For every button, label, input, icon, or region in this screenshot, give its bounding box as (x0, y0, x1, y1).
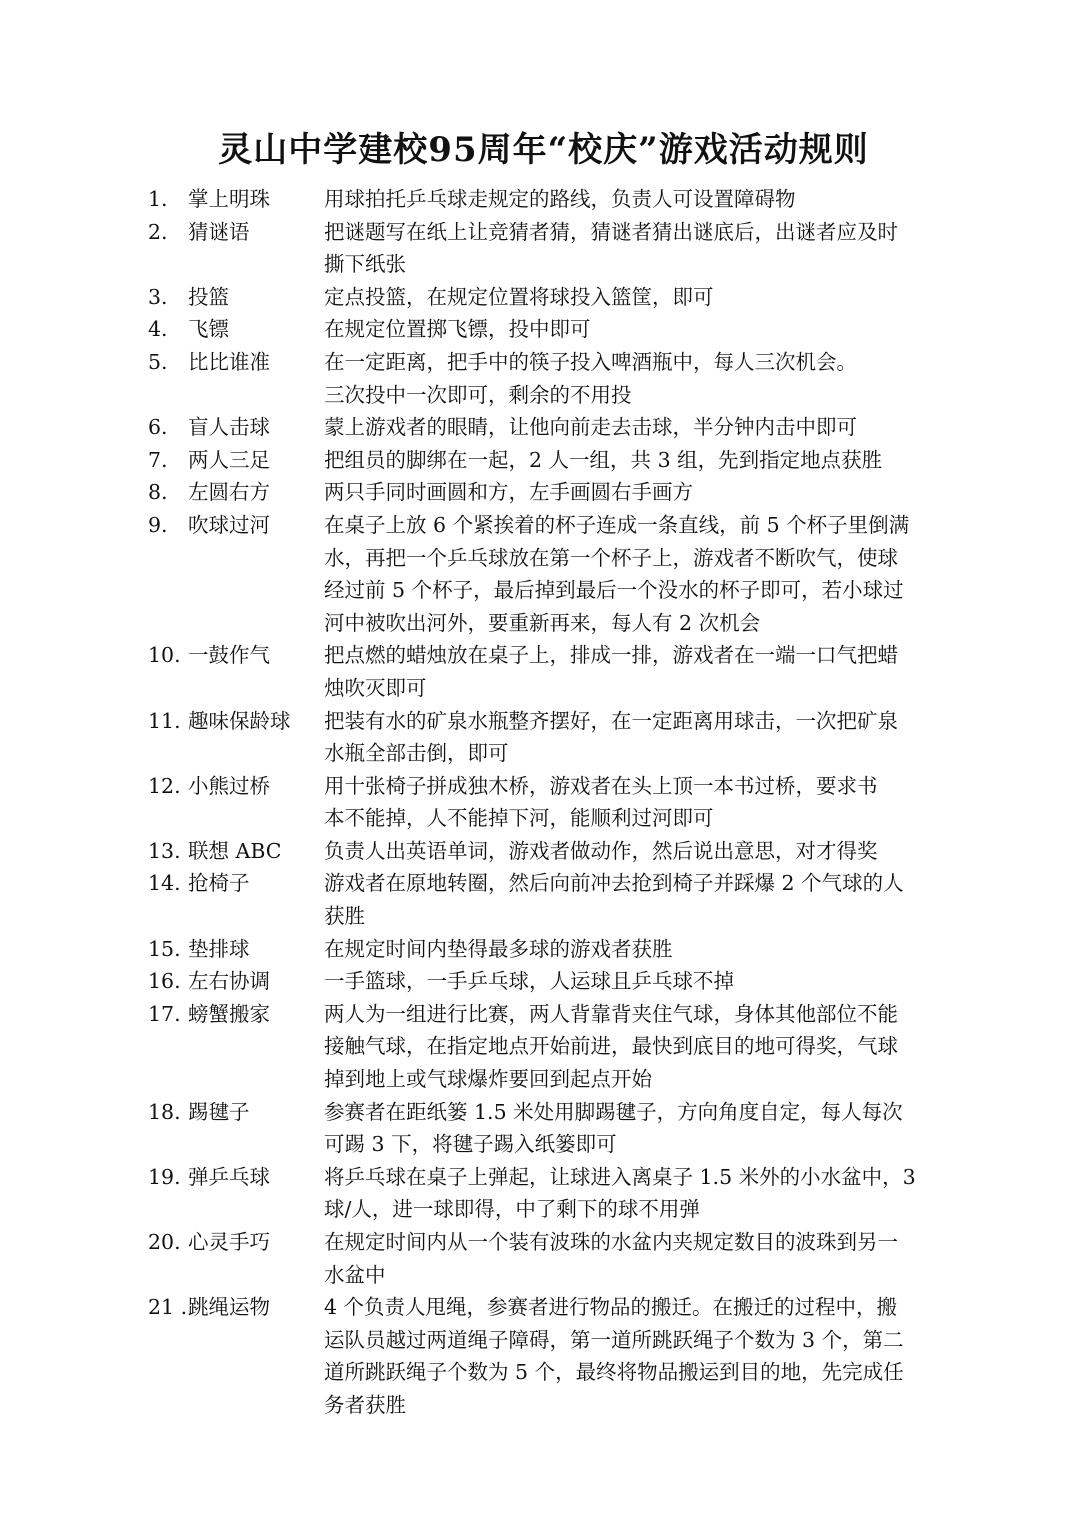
rule-game-name: 抢椅子 (188, 871, 250, 896)
rule-game-name: 左圆右方 (188, 480, 270, 505)
rule-item (148, 835, 948, 868)
rule-game-name: 吹球过河 (188, 512, 270, 537)
rule-game-name: 一鼓作气 (188, 643, 270, 668)
rule-number: 13. (148, 838, 181, 863)
rule-number: 21 . (148, 1295, 188, 1320)
rule-item (148, 509, 948, 639)
document-title: 灵山中学建校95周年“校庆”游戏活动规则 (218, 130, 869, 170)
rule-description: 用球拍托乒乓球走规定的路线，负责人可设置障碍物 (324, 187, 796, 211)
rule-description: 参赛者在距纸篓 1.5 米处用脚踢毽子，方向角度自定，每人每次 可踢 3 下，将毽子踢入纸篓即可 (324, 1099, 903, 1157)
rule-description: 游戏者在原地转圈，然后向前冲去抢到椅子并踩爆 2 个气球的人 获胜 (324, 871, 904, 929)
rule-number: 17. (148, 1001, 181, 1026)
rule-description: 把谜题写在纸上让竞猜者猜，猜谜者猜出谜底后，出谜者应及时 撕下纸张 (324, 219, 898, 277)
rule-number: 1. (148, 187, 168, 211)
rule-number: 16. (148, 969, 181, 994)
rule-game-name: 猜谜语 (188, 219, 250, 244)
rule-game-name: 跳绳运物 (188, 1295, 270, 1320)
rule-game-name: 小熊过桥 (188, 773, 270, 798)
rule-item (148, 1226, 948, 1291)
rule-description: 把点燃的蜡烛放在桌子上，排成一排，游戏者在一端一口气把蜡 烛吹灭即可 (324, 643, 898, 700)
rule-item (148, 216, 948, 281)
rule-item (148, 411, 948, 444)
rule-description: 把装有水的矿泉水瓶整齐摆好，在一定距离用球击，一次把矿泉 水瓶全部击倒，即可 (324, 708, 898, 766)
rule-item (148, 476, 948, 509)
rule-game-name: 掌上明珠 (188, 187, 270, 211)
rule-item (148, 867, 948, 932)
rule-item (148, 444, 948, 477)
rule-item (148, 1291, 948, 1421)
rule-number: 14. (148, 871, 181, 896)
rule-item (148, 933, 948, 966)
rule-number: 5. (148, 349, 168, 374)
rule-number: 2. (148, 219, 168, 244)
rule-item (148, 705, 948, 770)
rule-item (148, 1161, 948, 1226)
rule-description: 在桌子上放 6 个紧挨着的杯子连成一条直线，前 5 个杯子里倒满 水，再把一个乒乓球放在第一个杯子上，游戏者不断吹气，使球 经过前 5 个杯子，最后掉到最后一个没水的杯子即可，若小球过 河中被吹出河外，要重新再来，每人有 2 次机会 (324, 512, 910, 635)
rule-number: 8. (148, 480, 168, 505)
rule-number: 10. (148, 643, 181, 668)
rule-description: 在规定时间内从一个装有波珠的水盆内夹规定数目的波珠到另一 水盆中 (324, 1230, 898, 1287)
rule-item (148, 998, 948, 1096)
rule-description: 两人为一组进行比赛，两人背靠背夹住气球，身体其他部位不能 接触气球，在指定地点开始前进，最快到底目的地可得奖，气球 掉到地上或气球爆炸要回到起点开始 (324, 1001, 898, 1092)
rule-item (148, 965, 948, 998)
rule-number: 7. (148, 447, 168, 472)
rule-number: 9. (148, 512, 168, 537)
rule-number: 4. (148, 317, 168, 342)
rule-number: 12. (148, 773, 181, 798)
rule-game-name: 联想 ABC (188, 838, 282, 863)
rule-description: 把组员的脚绑在一起，2 人一组，共 3 组，先到指定地点获胜 (324, 447, 883, 472)
rule-game-name: 趣味保龄球 (188, 708, 291, 733)
rule-item (148, 313, 948, 346)
rule-game-name: 弹乒乓球 (188, 1164, 270, 1189)
rule-number: 19. (148, 1164, 181, 1189)
rule-game-name: 螃蟹搬家 (188, 1001, 270, 1026)
rule-description: 将乒乓球在桌子上弹起，让球进入离桌子 1.5 米外的小水盆中，3 球/人，进一球即得，中了剩下的球不用弹 (324, 1164, 916, 1222)
rule-number: 3. (148, 284, 168, 309)
rule-number: 20. (148, 1230, 181, 1254)
rule-description: 蒙上游戏者的眼睛，让他向前走去击球，半分钟内击中即可 (324, 415, 857, 440)
rule-game-name: 飞镖 (188, 317, 229, 342)
rule-game-name: 垫排球 (188, 936, 250, 961)
rule-description: 两只手同时画圆和方，左手画圆右手画方 (324, 480, 693, 505)
rule-game-name: 两人三足 (188, 447, 270, 472)
rule-item (148, 1096, 948, 1161)
rule-item (148, 770, 948, 835)
rule-description: 负责人出英语单词，游戏者做动作，然后说出意思，对才得奖 (324, 838, 878, 863)
rule-number: 11. (148, 708, 181, 733)
rule-description: 用十张椅子拼成独木桥，游戏者在头上顶一本书过桥，要求书 本不能掉，人不能掉下河，能顺利过河即可 (324, 773, 878, 831)
rule-game-name: 踢毽子 (188, 1099, 250, 1124)
rule-game-name: 心灵手巧 (188, 1230, 270, 1254)
rule-number: 15. (148, 936, 181, 961)
rule-description: 在规定时间内垫得最多球的游戏者获胜 (324, 936, 673, 961)
rule-game-name: 投篮 (188, 284, 229, 309)
rule-item (148, 281, 948, 314)
rule-game-name: 盲人击球 (188, 415, 270, 440)
rule-description: 4 个负责人甩绳，参赛者进行物品的搬迁。在搬迁的过程中，搬 运队员越过两道绳子障碍，第一道所跳跃绳子个数为 3 个，第二 道所跳跃绳子个数为 5 个，最终将物品搬运到目的地，先完成任 务者获胜 (324, 1295, 904, 1417)
rule-description: 在规定位置掷飞镖，投中即可 (324, 317, 591, 342)
rule-description: 定点投篮，在规定位置将球投入篮筐，即可 (324, 284, 714, 309)
rules-list (148, 183, 948, 1422)
rule-description: 在一定距离，把手中的筷子投入啤酒瓶中，每人三次机会。 三次投中一次即可，剩余的不用投 (324, 349, 857, 407)
rule-game-name: 左右协调 (188, 969, 270, 994)
rule-description: 一手篮球，一手乒乓球，人运球且乒乓球不掉 (324, 969, 734, 994)
rule-game-name: 比比谁准 (188, 349, 270, 374)
rule-number: 6. (148, 415, 168, 440)
rule-number: 18. (148, 1099, 181, 1124)
rule-item (148, 346, 948, 411)
rule-item (148, 183, 948, 216)
rule-item (148, 639, 948, 704)
